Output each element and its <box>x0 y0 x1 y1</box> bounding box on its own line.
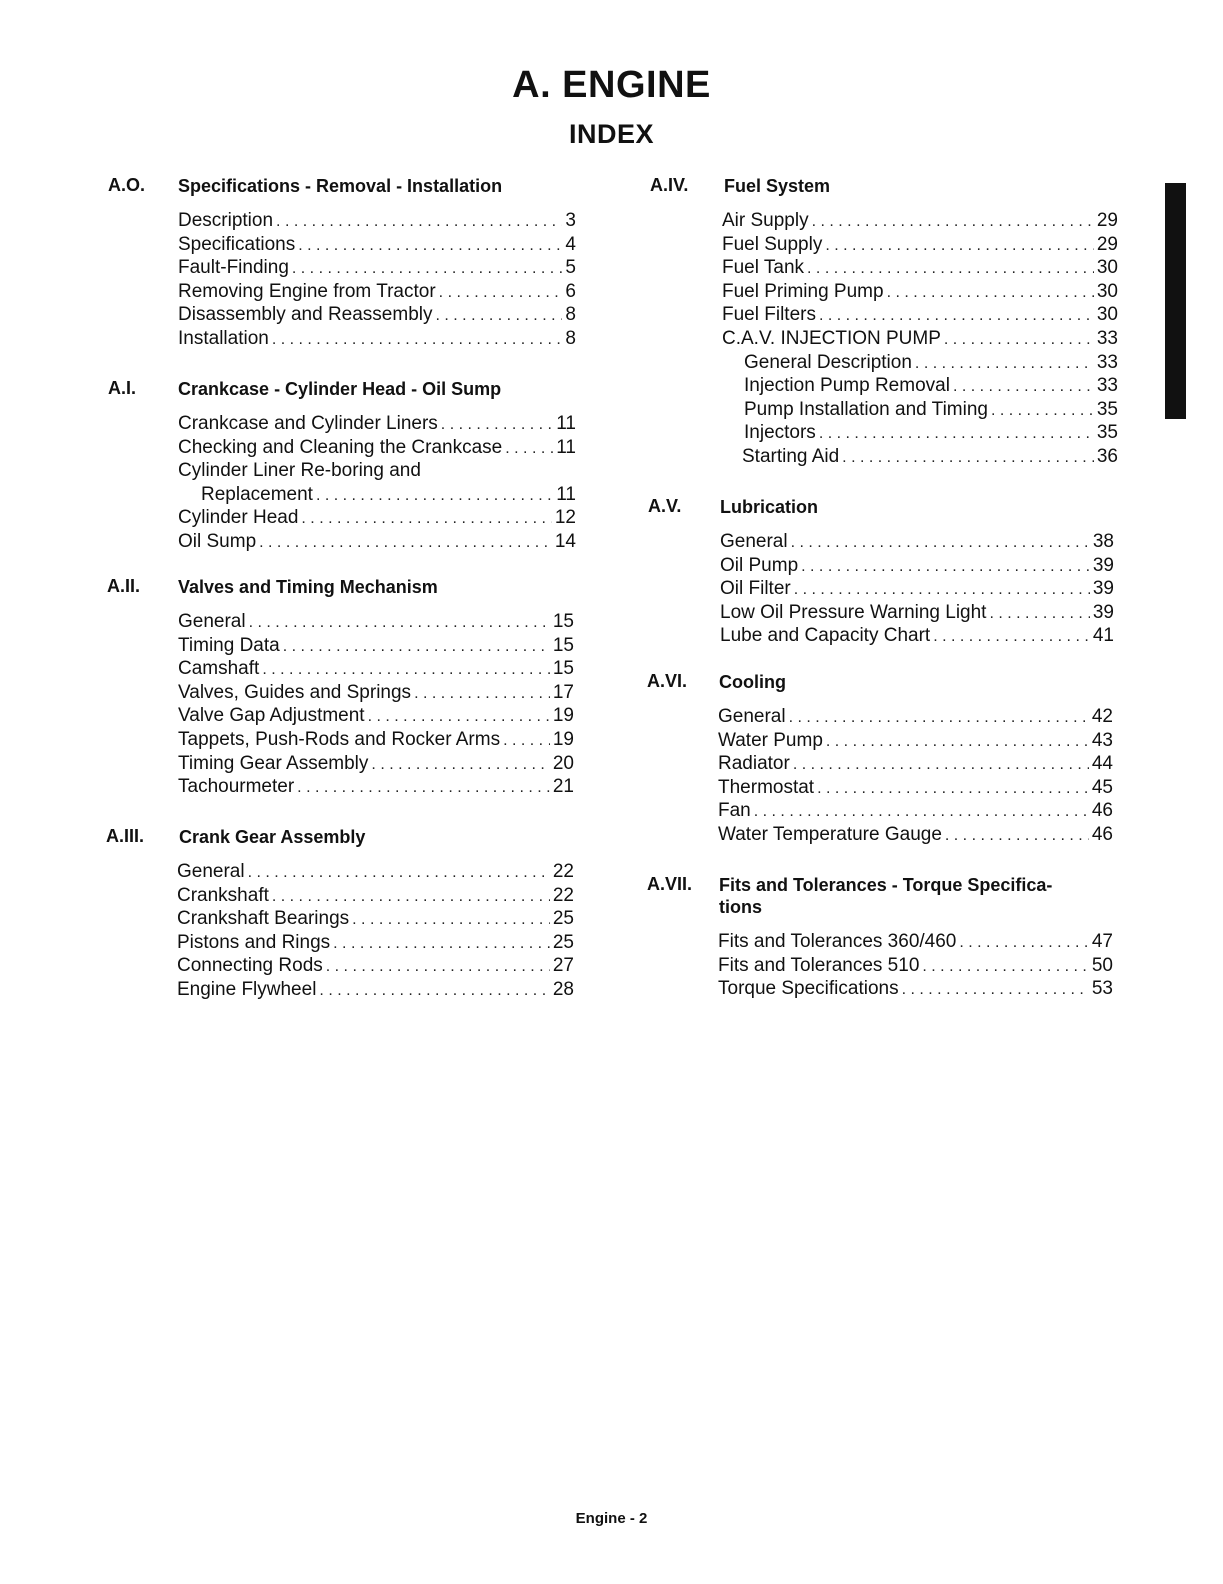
toc-entry[interactable]: Specifications . . . 4 <box>178 233 576 257</box>
section-title: Fits and Tolerances - Torque Specifica- tions <box>719 875 1053 917</box>
toc-subentry[interactable]: Injection Pump Removal . . . 33 <box>744 374 1118 398</box>
section-code: A.I. <box>108 378 137 398</box>
toc-entry[interactable]: Fuel Priming Pump . . . 30 <box>722 280 1118 304</box>
toc-entry[interactable]: Timing Data . . . 15 <box>178 634 574 658</box>
toc-entry[interactable]: Tachourmeter . . . 21 <box>178 775 574 799</box>
toc-subentry[interactable]: Injectors . . . 35 <box>744 421 1118 445</box>
toc-entry[interactable]: General . . . 38 <box>720 530 1114 554</box>
toc-subentry[interactable]: Starting Aid . . . 36 <box>742 445 1118 469</box>
section-title: Valves and Timing Mechanism <box>178 577 438 597</box>
toc-entry[interactable]: Torque Specifications . . . 53 <box>718 977 1113 1001</box>
section-title: Specifications - Removal - Installation <box>178 176 503 196</box>
toc-entry[interactable]: Low Oil Pressure Warning Light . . . 39 <box>720 601 1114 625</box>
toc-entry[interactable]: Fits and Tolerances 360/460 . . . 47 <box>718 930 1113 954</box>
toc-entry[interactable]: Timing Gear Assembly . . . 20 <box>178 752 574 776</box>
toc-entry[interactable]: Cylinder Head . . . 12 <box>178 506 576 530</box>
toc-subentry[interactable]: Pump Installation and Timing . . . 35 <box>744 398 1118 422</box>
toc-entry[interactable]: Pistons and Rings . . . 25 <box>177 931 574 955</box>
section-a2 <box>107 576 574 799</box>
toc-entry[interactable]: Water Pump . . . 43 <box>718 729 1113 753</box>
toc-entry[interactable]: Fuel Supply . . . 29 <box>722 233 1118 257</box>
section-code: A.II. <box>107 576 141 596</box>
page-title: A. ENGINE <box>512 64 711 106</box>
toc-entry[interactable]: Engine Flywheel . . . 28 <box>177 978 574 1002</box>
toc-entry[interactable]: General . . . 22 <box>177 860 574 884</box>
toc-entry[interactable]: Removing Engine from Tractor . . . 6 <box>178 280 576 304</box>
toc-entry[interactable]: Water Temperature Gauge . . . 46 <box>718 823 1113 847</box>
section-code: A.IV. <box>650 175 689 195</box>
section-code: A.VI. <box>647 671 688 691</box>
toc-subentry[interactable]: General Description . . . 33 <box>744 351 1118 375</box>
index-heading: INDEX <box>568 119 655 149</box>
toc-entry-continued: Cylinder Liner Re-boring and <box>178 460 421 482</box>
toc-entry[interactable]: Installation . . . 8 <box>178 327 576 351</box>
toc-entry[interactable]: Description . . . 3 <box>178 209 576 233</box>
section-title: Crank Gear Assembly <box>179 827 366 847</box>
toc-entry[interactable]: Fuel Filters . . . 30 <box>722 303 1118 327</box>
toc-entry[interactable]: Valve Gap Adjustment . . . 19 <box>178 704 574 728</box>
section-a5 <box>648 496 1114 648</box>
toc-entry[interactable]: Fault-Finding . . . 5 <box>178 256 576 280</box>
toc-entry[interactable]: Disassembly and Reassembly . . . 8 <box>178 303 576 327</box>
section-a1 <box>108 378 576 554</box>
section-code: A.VII. <box>647 874 693 894</box>
toc-entry[interactable]: Oil Filter . . . 39 <box>720 577 1114 601</box>
toc-entry[interactable]: Lube and Capacity Chart . . . 41 <box>720 624 1114 648</box>
toc-entry[interactable]: Air Supply . . . 29 <box>722 209 1118 233</box>
toc-entry[interactable]: Replacement . . . 11 <box>201 483 576 507</box>
section-a3 <box>106 826 574 1002</box>
toc-entry[interactable]: Connecting Rods . . . 27 <box>177 954 574 978</box>
toc-entry[interactable]: Crankcase and Cylinder Liners . . . 11 <box>178 412 576 436</box>
toc-entry[interactable]: Tappets, Push-Rods and Rocker Arms . . . 19 <box>178 728 574 752</box>
section-title: Crankcase - Cylinder Head - Oil Sump <box>178 379 502 399</box>
toc-entry[interactable]: Oil Sump . . . 14 <box>178 530 576 554</box>
toc-entry[interactable]: Fuel Tank . . . 30 <box>722 256 1118 280</box>
toc-entry[interactable]: Crankshaft . . . 22 <box>177 884 574 908</box>
toc-entry[interactable]: Checking and Cleaning the Crankcase . . . 11 <box>178 436 576 460</box>
section-code: A.III. <box>106 826 145 846</box>
toc-entry[interactable]: Camshaft . . . 15 <box>178 657 574 681</box>
toc-entry[interactable]: Fits and Tolerances 510 . . . 50 <box>718 954 1113 978</box>
section-code: A.O. <box>108 175 146 195</box>
toc-entry[interactable]: Radiator . . . 44 <box>718 752 1113 776</box>
toc-entry[interactable]: General . . . 42 <box>718 705 1113 729</box>
section-a6 <box>647 671 1113 847</box>
toc-entry[interactable]: Crankshaft Bearings . . . 25 <box>177 907 574 931</box>
toc-entry[interactable]: Oil Pump . . . 39 <box>720 554 1114 578</box>
section-title: Cooling <box>719 672 786 692</box>
section-a0 <box>108 175 576 351</box>
toc-entry[interactable]: Fan . . . 46 <box>718 799 1113 823</box>
toc-entry[interactable]: Thermostat . . . 45 <box>718 776 1113 800</box>
section-title: Lubrication <box>720 497 818 517</box>
section-thumb-tab <box>1165 183 1186 419</box>
toc-entry[interactable]: Valves, Guides and Springs . . . 17 <box>178 681 574 705</box>
toc-entry[interactable]: C.A.V. INJECTION PUMP . . . 33 <box>722 327 1118 351</box>
toc-entry[interactable]: General . . . 15 <box>178 610 574 634</box>
page-footer: Engine - 2 <box>575 1510 648 1527</box>
section-a4 <box>650 175 1118 469</box>
section-code: A.V. <box>648 496 682 516</box>
section-a7 <box>647 874 1113 1001</box>
section-title: Fuel System <box>724 176 831 196</box>
